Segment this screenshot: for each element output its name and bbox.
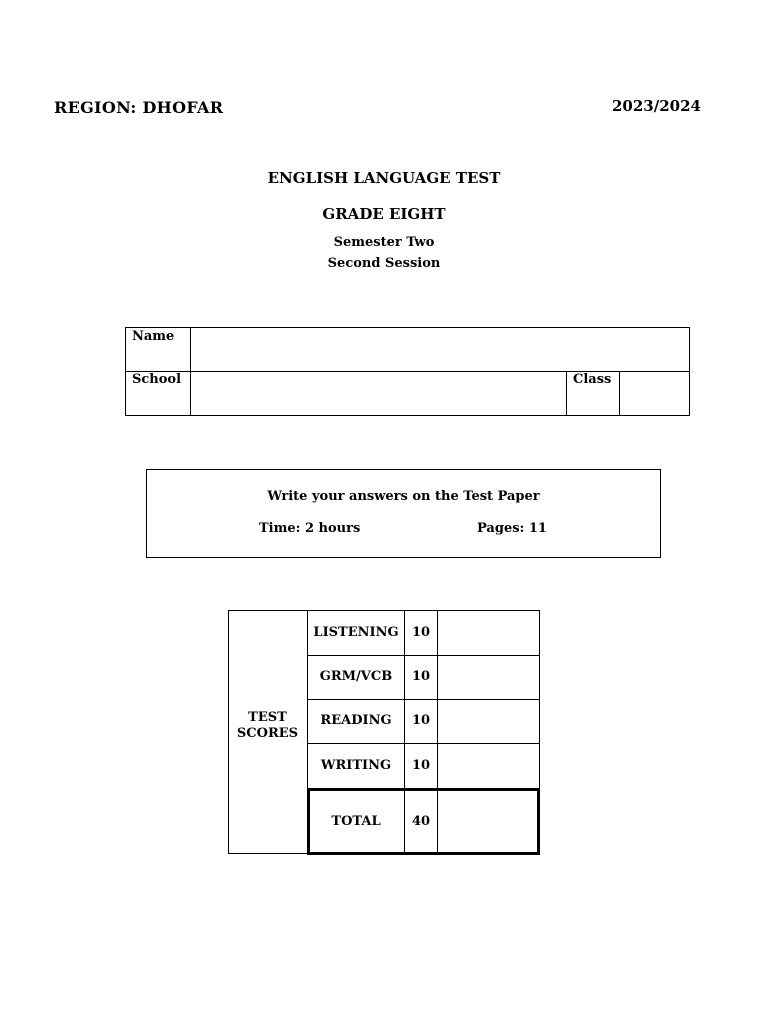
class-label: Class bbox=[573, 372, 612, 387]
section-writing: WRITING bbox=[320, 758, 392, 773]
test-scores-group-label bbox=[228, 710, 307, 742]
class-column-divider bbox=[566, 372, 567, 415]
score-field-total[interactable] bbox=[439, 792, 536, 852]
name-label: Name bbox=[132, 329, 175, 344]
name-field[interactable] bbox=[191, 328, 689, 371]
score-field-grammar-vocab[interactable] bbox=[438, 656, 539, 699]
max-writing: 10 bbox=[411, 758, 431, 773]
test-title: ENGLISH LANGUAGE TEST bbox=[267, 169, 501, 187]
school-label: School bbox=[132, 372, 182, 387]
score-field-reading[interactable] bbox=[438, 700, 539, 743]
page-count: Pages: 11 bbox=[477, 521, 547, 536]
section-listening: LISTENING bbox=[313, 625, 399, 640]
table-right-border bbox=[539, 610, 540, 790]
max-reading: 10 bbox=[411, 713, 431, 728]
section-total: TOTAL bbox=[331, 814, 381, 829]
time-allowed: Time: 2 hours bbox=[259, 521, 361, 536]
instructions-box bbox=[146, 469, 661, 558]
session-label: Second Session bbox=[327, 256, 441, 271]
score-field-writing[interactable] bbox=[438, 744, 539, 788]
student-info-table bbox=[125, 327, 690, 416]
test-scores-table bbox=[228, 610, 540, 856]
instructions-text: Write your answers on the Test Paper bbox=[267, 489, 540, 504]
academic-year: 2023/2024 bbox=[612, 97, 701, 115]
section-reading: READING bbox=[320, 713, 392, 728]
region-label: REGION: DHOFAR bbox=[54, 98, 224, 117]
score-field-listening[interactable] bbox=[438, 611, 539, 655]
group-bottom-border bbox=[228, 853, 308, 854]
max-grammar-vocab: 10 bbox=[411, 669, 431, 684]
semester-label: Semester Two bbox=[333, 235, 435, 250]
grade-title: GRADE EIGHT bbox=[322, 205, 446, 223]
class-field[interactable] bbox=[620, 372, 689, 415]
group-label-line-2: SCORES bbox=[236, 726, 299, 741]
section-grammar-vocab: GRM/VCB bbox=[319, 669, 393, 684]
school-field[interactable] bbox=[191, 372, 566, 415]
max-listening: 10 bbox=[411, 625, 431, 640]
max-total: 40 bbox=[411, 814, 431, 829]
group-label-line-1: TEST bbox=[248, 710, 287, 725]
